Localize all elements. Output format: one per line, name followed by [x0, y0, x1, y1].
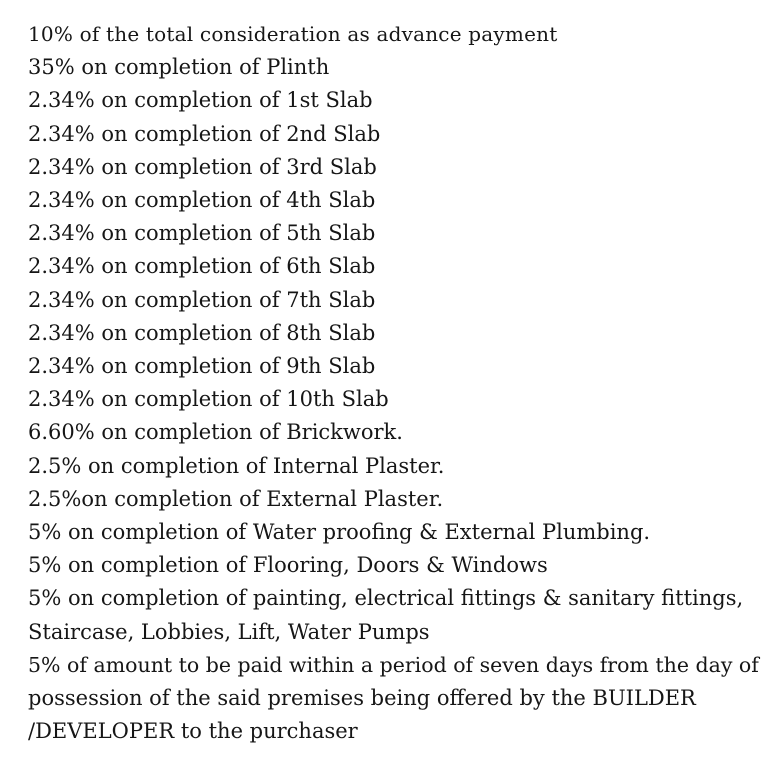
- schedule-line-painting-cont: Staircase, Lobbies, Lift, Water Pumps: [28, 619, 430, 644]
- schedule-line-slab-9: 2.34% on completion of 9th Slab: [28, 354, 376, 379]
- schedule-line-slab-7: 2.34% on completion of 7th Slab: [28, 287, 376, 312]
- schedule-line-plinth: 35% on completion of Plinth: [28, 55, 330, 80]
- schedule-line-external-plaster: 2.5%on completion of External Plaster.: [28, 486, 444, 511]
- schedule-line-possession-end: /DEVELOPER to the purchaser: [28, 719, 358, 744]
- schedule-line-slab-8: 2.34% on completion of 8th Slab: [28, 320, 376, 345]
- schedule-line-slab-10: 2.34% on completion of 10th Slab: [28, 387, 389, 412]
- payment-schedule: [28, 18, 773, 748]
- schedule-line-advance: 10% of the total consideration as advance payment: [28, 22, 558, 46]
- schedule-line-painting: 5% on completion of painting, electrical fittings & sanitary fittings,: [28, 586, 744, 611]
- schedule-line-slab-2: 2.34% on completion of 2nd Slab: [28, 121, 381, 146]
- schedule-line-possession-cont: possession of the said premises being offered by the BUILDER: [28, 686, 696, 711]
- schedule-line-slab-5: 2.34% on completion of 5th Slab: [28, 221, 376, 246]
- schedule-line-slab-6: 2.34% on completion of 6th Slab: [28, 254, 376, 279]
- schedule-line-slab-4: 2.34% on completion of 4th Slab: [28, 188, 376, 213]
- schedule-line-brickwork: 6.60% on completion of Brickwork.: [28, 420, 403, 445]
- schedule-line-slab-3: 2.34% on completion of 3rd Slab: [28, 154, 377, 179]
- schedule-line-slab-1: 2.34% on completion of 1st Slab: [28, 88, 373, 113]
- schedule-line-flooring: 5% on completion of Flooring, Doors & Windows: [28, 553, 548, 578]
- schedule-line-possession: 5% of amount to be paid within a period of seven days from the day of: [28, 652, 759, 677]
- schedule-line-water-proofing: 5% on completion of Water proofing & External Plumbing.: [28, 520, 651, 545]
- schedule-line-internal-plaster: 2.5% on completion of Internal Plaster.: [28, 453, 445, 478]
